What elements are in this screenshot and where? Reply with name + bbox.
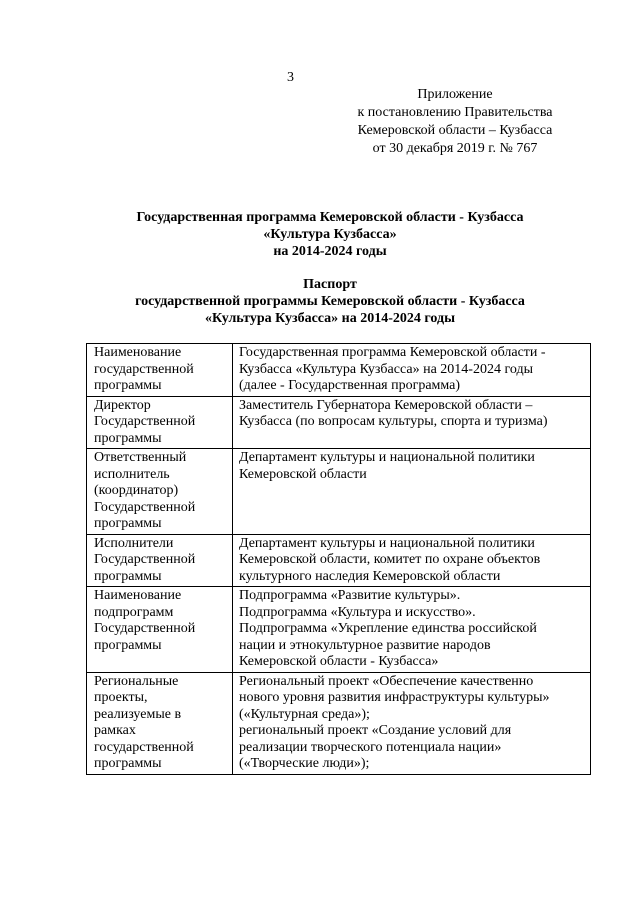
row-label-cell [87,344,233,397]
row-label-cell [87,396,233,449]
row-value-line: (далее - Государственная программа) [239,378,461,393]
row-value-line: нового уровня развития инфраструктуры культуры» [239,690,550,705]
row-label-line: подпрограмм [94,604,174,620]
appendix-line: от 30 декабря 2019 г. № 767 [372,141,538,156]
program-title-line: на 2014-2024 годы [273,244,387,259]
row-label-line: программы [94,637,162,653]
program-title-line: «Культура Кузбасса» [263,227,397,242]
row-value-line: Подпрограмма «Развитие культуры». [239,588,461,603]
table-row [87,587,591,673]
row-label-line: Государственной [94,414,196,429]
row-value-line: Департамент культуры и национальной политики [239,450,535,465]
table-row [87,396,591,449]
row-value-line: Кузбасса «Культура Кузбасса» на 2014-2024 годы [239,361,533,377]
passport-title-line: Паспорт [303,277,357,292]
row-value-cell [233,587,591,673]
row-value-line: («Творческие люди»); [239,756,370,771]
row-label-cell [87,449,233,535]
row-value-cell [233,396,591,449]
row-label-line: реализуемые в [94,706,182,722]
passport-title-line: «Культура Кузбасса» на 2014-2024 годы [204,311,456,326]
table-row [87,344,591,397]
row-label-cell [87,672,233,774]
row-label-line: государственной [94,361,194,377]
row-label-line: рамках [94,723,136,738]
row-value-line: Подпрограмма «Культура и искусство». [239,604,476,620]
row-value-cell [233,344,591,397]
row-label-line: (координатор) [94,483,179,498]
row-label-line: государственной [94,739,194,755]
row-label-cell [87,587,233,673]
row-value-line: Кемеровской области [239,466,367,482]
row-value-line: Подпрограмма «Укрепление единства российской [239,621,537,636]
row-label-line: программы [94,378,162,393]
appendix-line: Приложение [417,87,493,102]
row-value-cell [233,672,591,774]
passport-title-line: государственной программы Кемеровской области - Кузбасса [135,294,525,309]
appendix-header [330,86,580,158]
row-value-line: реализации творческого потенциала нации» [239,739,502,755]
row-label-line: Государственной [94,552,196,567]
row-value-cell [233,449,591,535]
page-number: 3 [287,70,294,85]
row-label-line: Директор [94,397,151,413]
row-value-line: Департамент культуры и национальной политики [239,535,535,551]
row-label-line: исполнитель [94,466,170,482]
row-value-line: культурного наследия Кемеровской области [239,568,501,584]
row-value-line: Заместитель Губернатора Кемеровской области – [239,397,533,413]
row-value-line: («Культурная среда»); [239,706,370,722]
row-value-line: нации и этнокультурное развитие народов [239,637,491,653]
table-row [87,672,591,774]
passport-title [60,276,600,327]
row-label-line: Наименование [94,345,182,360]
program-title-line: Государственная программа Кемеровской области - Кузбасса [136,210,524,225]
row-label-line: программы [94,756,162,771]
row-label-line: Государственной [94,499,196,515]
row-label-cell [87,534,233,587]
row-label-line: проекты, [94,690,148,705]
row-value-line: Кемеровской области, комитет по охране объектов [239,552,541,567]
table-row [87,534,591,587]
program-title [60,209,600,260]
row-label-line: программы [94,516,162,531]
row-label-line: Государственной [94,621,196,636]
row-value-cell [233,534,591,587]
row-label-line: Региональные [94,673,179,689]
row-label-line: Ответственный [94,450,187,465]
appendix-line: к постановлению Правительства [357,105,553,120]
row-label-line: Исполнители [94,535,174,551]
table-row [87,449,591,535]
row-value-line: Кемеровской области - Кузбасса» [239,654,439,669]
row-value-line: региональный проект «Создание условий для [239,723,512,738]
row-value-line: Государственная программа Кемеровской области - [239,345,546,360]
row-label-line: Наименование [94,588,182,603]
row-label-line: программы [94,568,162,584]
row-value-line: Кузбасса (по вопросам культуры, спорта и туризма) [239,414,548,429]
row-value-line: Региональный проект «Обеспечение качественно [239,673,534,689]
appendix-line: Кемеровской области – Кузбасса [357,123,553,138]
row-label-line: программы [94,430,162,446]
passport-table [86,343,591,775]
